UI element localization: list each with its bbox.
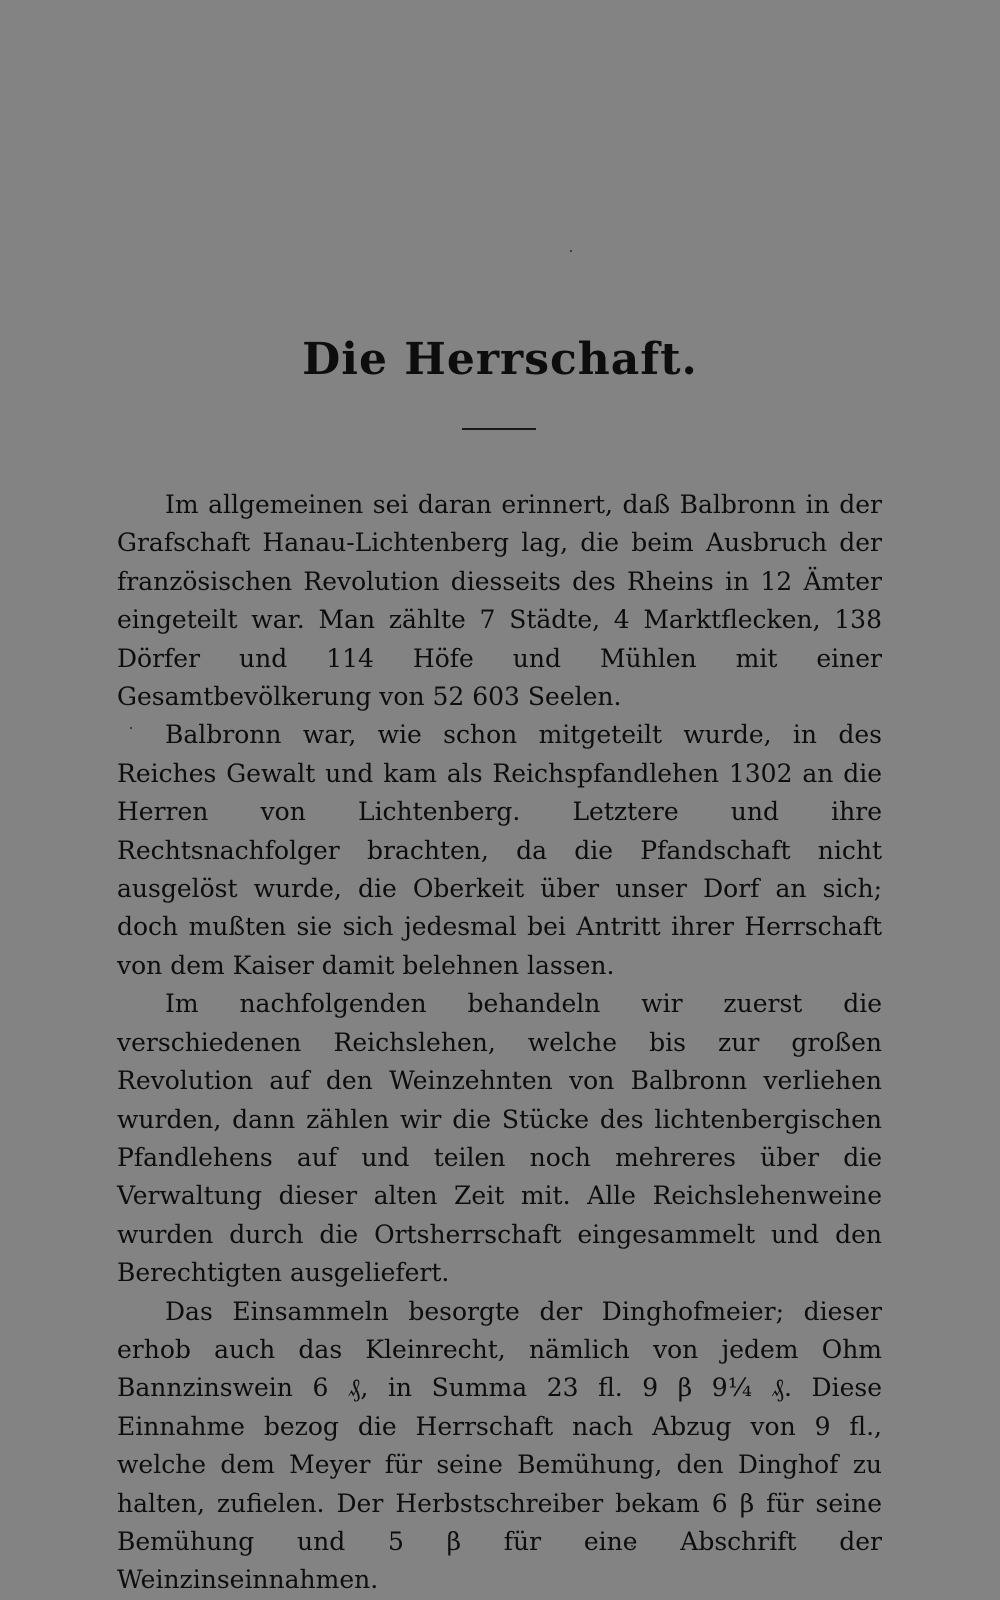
paragraph-3: Im nachfolgenden behandeln wir zuerst die verschiedenen Reichslehen, welche bis zur großen Revolution auf den Weinzehnten von Balbronn verliehen wurden, dann zählen wir die Stücke des lichtenbergischen Pfandlehens auf und teilen noch mehreres über die Verwaltung dieser alten Zeit mit. Alle Reichslehenweine wurden durch die Ortsherrschaft eingesammelt und den Berechtigten ausgeliefert. <box>117 989 882 1288</box>
chapter-title: Die Herrschaft. <box>302 334 698 385</box>
paragraph-4: Das Einsammeln besorgte der Dinghofmeier; dieser erhob auch das Kleinrecht, nämlich von jedem Ohm Bannzinswein 6 ₰, in Summa 23 fl. 9 β 9¼ ₰. Diese Einnahme bezog die Herrschaft nach Abzug von 9 fl., welche dem Meyer für seine Bemühung, den Dinghof zu halten, zufielen. Der Herbstschreiber bekam 6 β für seine Bemühung und 5 β für eine Abschrift der Weinzinseinnahmen. <box>117 1296 882 1595</box>
paragraph-2: Balbronn war, wie schon mitgeteilt wurde, in des Reiches Gewalt und kam als Reichspfandlehen 1302 an die Herren von Lichtenberg. Letztere und ihre Rechtsnachfolger brachten, da die Pfandschaft nicht ausgelöst wurde, die Oberkeit über unser Dorf an sich; doch mußten sie sich jedesmal bei Antritt ihrer Herrschaft von dem Kaiser damit belehnen lassen. <box>117 720 882 980</box>
paragraph-1: Im allgemeinen sei daran erinnert, daß Balbronn in der Grafschaft Hanau-Lichtenberg lag, die beim Ausbruch der französischen Revolution diesseits des Rheins in 12 Ämter eingeteilt war. Man zählte 7 Städte, 4 Marktflecken, 138 Dörfer und 114 Höfe und Mühlen mit einer Gesamtbevölkerung von 52 603 Seelen. <box>117 490 882 712</box>
chapter-body <box>117 486 882 1600</box>
specks-mark <box>570 250 572 252</box>
title-divider <box>462 428 536 430</box>
